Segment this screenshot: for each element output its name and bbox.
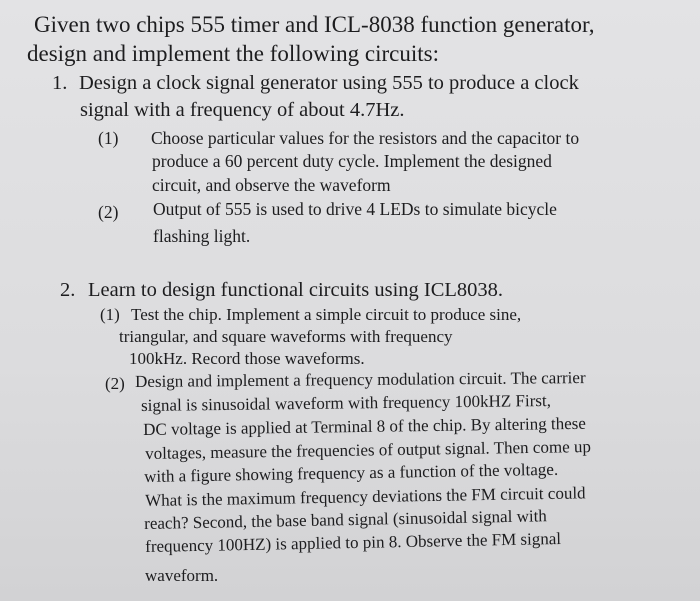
task1-sub1-line-2: produce a 60 percent duty cycle. Implement the designed [152, 151, 552, 171]
task2-sub2-number: (2) [105, 374, 125, 393]
task2-sub1-line-3: 100kHz. Record those waveforms. [129, 349, 365, 368]
task1-sub1-line-1: Choose particular values for the resistors and the capacitor to [151, 128, 580, 148]
task1-line-1: Design a clock signal generator using 555 to produce a clock [79, 72, 579, 94]
task1-sub1-line-3: circuit, and observe the waveform [152, 175, 391, 195]
task2-sub2-line-9: waveform. [145, 566, 219, 585]
task2-sub2-line-4: voltages, measure the frequencies of output signal. Then come up [145, 436, 592, 463]
task2-sub2-line-2: signal is sinusoidal waveform with frequency 100kHZ First, [141, 390, 552, 415]
task1-number: 1. [52, 72, 68, 94]
task2-sub2-line-8: frequency 100HZ) is applied to pin 8. Observe the FM signal [145, 529, 562, 556]
task1-sub1-number: (1) [98, 128, 119, 148]
task2-sub2-line-6: What is the maximum frequency deviations the FM circuit could [145, 483, 586, 510]
task1-sub2-line-1: Output of 555 is used to drive 4 LEDs to simulate bicycle [153, 199, 557, 219]
task2-line-1: Learn to design functional circuits using ICL8038. [88, 279, 504, 301]
task2-sub2-line-5: with a figure showing frequency as a function of the voltage. [144, 459, 559, 486]
task2-sub1-line-2: triangular, and square waveforms with frequency [119, 327, 453, 346]
task1-sub2-number: (2) [98, 202, 119, 222]
intro-line-1: Given two chips 555 timer and ICL-8038 function generator, [34, 12, 595, 37]
task2-sub1-number: (1) [100, 305, 120, 324]
task2-sub2-line-7: reach? Second, the base band signal (sinusoidal signal with [144, 506, 548, 533]
task1-line-2: signal with a frequency of about 4.7Hz. [80, 99, 405, 121]
task2-sub1-line-1: Test the chip. Implement a simple circuit to produce sine, [131, 305, 522, 324]
task2-sub2-line-1: Design and implement a frequency modulation circuit. The carrier [135, 368, 586, 391]
task2-sub2-line-3: DC voltage is applied at Terminal 8 of the chip. By altering these [143, 413, 586, 439]
intro-line-2: design and implement the following circuits: [27, 41, 440, 66]
task1-sub2-line-2: flashing light. [153, 226, 251, 246]
task2-number: 2. [60, 279, 76, 301]
